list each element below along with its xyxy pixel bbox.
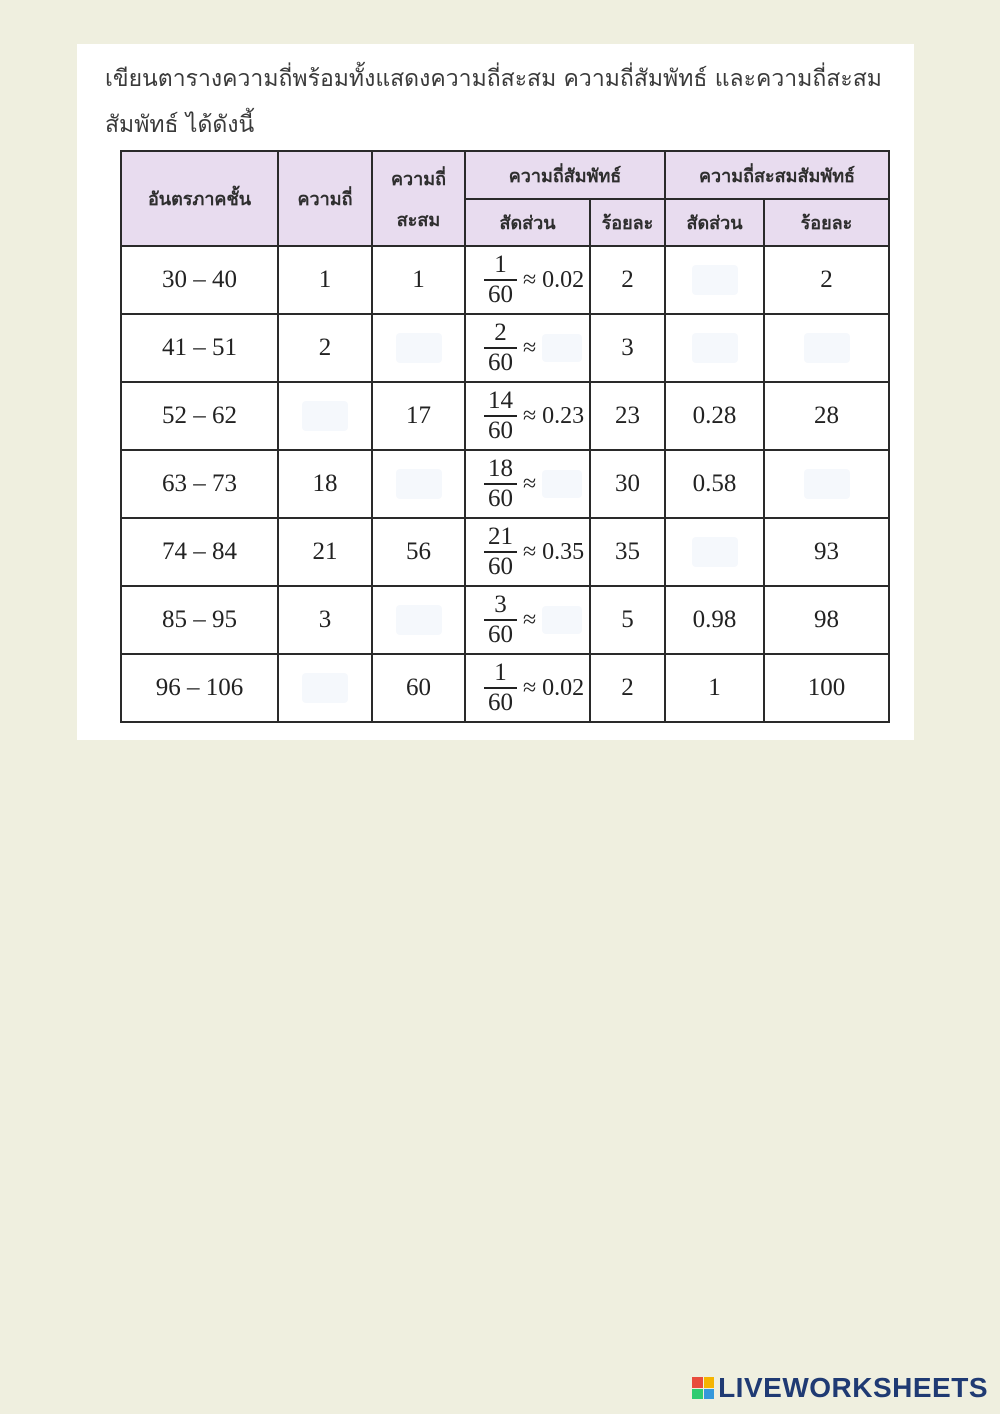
answer-blank[interactable]	[542, 470, 582, 498]
cumulative-cell: 56	[372, 518, 465, 586]
relative-ratio-cell	[465, 586, 590, 654]
approx-value: ≈	[523, 334, 537, 361]
answer-blank[interactable]	[396, 469, 442, 499]
cumulative-cell[interactable]	[372, 586, 465, 654]
relative-percent-cell: 3	[590, 314, 665, 382]
cumulative-relative-percent-cell: 93	[764, 518, 889, 586]
interval-cell: 63 – 73	[121, 450, 278, 518]
relative-ratio-cell	[465, 654, 590, 722]
fraction	[484, 251, 517, 309]
approx-value: ≈ 0.02	[523, 674, 585, 701]
frequency-cell: 2	[278, 314, 372, 382]
cumulative-relative-percent-cell: 28	[764, 382, 889, 450]
fraction-denominator: 60	[484, 619, 517, 649]
cumulative-relative-ratio-cell[interactable]	[665, 246, 764, 314]
answer-blank[interactable]	[804, 469, 850, 499]
fraction	[484, 387, 517, 445]
relative-ratio-cell	[465, 450, 590, 518]
cumulative-relative-percent-cell[interactable]	[764, 450, 889, 518]
frequency-cell[interactable]	[278, 654, 372, 722]
interval-cell: 52 – 62	[121, 382, 278, 450]
table-row	[121, 246, 889, 314]
cumulative-relative-percent-cell: 100	[764, 654, 889, 722]
interval-cell: 96 – 106	[121, 654, 278, 722]
relative-percent-cell: 23	[590, 382, 665, 450]
fraction-numerator: 2	[494, 319, 507, 346]
fraction-numerator: 21	[488, 523, 513, 550]
fraction-numerator: 3	[494, 591, 507, 618]
fraction-denominator: 60	[484, 415, 517, 445]
worksheet-page	[77, 44, 914, 740]
fraction-denominator: 60	[484, 687, 517, 717]
cumulative-relative-ratio-cell: 0.58	[665, 450, 764, 518]
fraction-numerator: 1	[494, 251, 507, 278]
interval-cell: 41 – 51	[121, 314, 278, 382]
header-cumulative-relative: ความถี่สะสมสัมพัทธ์	[665, 151, 889, 199]
cumulative-cell: 60	[372, 654, 465, 722]
answer-blank[interactable]	[542, 606, 582, 634]
table-row	[121, 654, 889, 722]
cumulative-relative-percent-cell[interactable]	[764, 314, 889, 382]
table-row	[121, 586, 889, 654]
approx-value: ≈ 0.23	[523, 402, 585, 429]
fraction	[484, 455, 517, 513]
table-body	[121, 246, 889, 722]
relative-percent-cell: 5	[590, 586, 665, 654]
answer-blank[interactable]	[396, 605, 442, 635]
answer-blank[interactable]	[302, 673, 348, 703]
approx-value: ≈	[523, 606, 537, 633]
cumulative-relative-ratio-cell[interactable]	[665, 314, 764, 382]
fraction-numerator: 1	[494, 659, 507, 686]
brand-name: LIVEWORKSHEETS	[718, 1372, 988, 1403]
liveworksheets-logo-icon	[692, 1377, 714, 1399]
frequency-cell: 1	[278, 246, 372, 314]
answer-blank[interactable]	[396, 333, 442, 363]
frequency-cell: 21	[278, 518, 372, 586]
table-row	[121, 518, 889, 586]
header-ratio-cumulative: สัดส่วน	[665, 199, 764, 246]
header-interval: อันตรภาคชั้น	[121, 151, 278, 246]
fraction	[484, 319, 517, 377]
relative-percent-cell: 30	[590, 450, 665, 518]
cumulative-cell[interactable]	[372, 314, 465, 382]
answer-blank[interactable]	[542, 334, 582, 362]
cumulative-relative-percent-cell: 98	[764, 586, 889, 654]
header-percent-cumulative: ร้อยละ	[764, 199, 889, 246]
cumulative-cell[interactable]	[372, 450, 465, 518]
relative-percent-cell: 35	[590, 518, 665, 586]
header-cumulative	[372, 151, 465, 246]
header-frequency: ความถี่	[278, 151, 372, 246]
table-row	[121, 450, 889, 518]
cumulative-relative-percent-cell: 2	[764, 246, 889, 314]
relative-ratio-cell	[465, 246, 590, 314]
fraction-denominator: 60	[484, 279, 517, 309]
cumulative-cell: 17	[372, 382, 465, 450]
liveworksheets-logo	[692, 1372, 988, 1404]
header-percent: ร้อยละ	[590, 199, 665, 246]
header-relative: ความถี่สัมพัทธ์	[465, 151, 665, 199]
approx-value: ≈ 0.02	[523, 266, 585, 293]
relative-percent-cell: 2	[590, 246, 665, 314]
answer-blank[interactable]	[692, 537, 738, 567]
table-row	[121, 382, 889, 450]
frequency-cell: 18	[278, 450, 372, 518]
cumulative-relative-ratio-cell: 1	[665, 654, 764, 722]
cumulative-relative-ratio-cell: 0.98	[665, 586, 764, 654]
fraction-numerator: 14	[488, 387, 513, 414]
answer-blank[interactable]	[302, 401, 348, 431]
relative-ratio-cell	[465, 382, 590, 450]
fraction-denominator: 60	[484, 551, 517, 581]
fraction	[484, 523, 517, 581]
fraction-denominator: 60	[484, 347, 517, 377]
fraction-denominator: 60	[484, 483, 517, 513]
interval-cell: 30 – 40	[121, 246, 278, 314]
cumulative-relative-ratio-cell: 0.28	[665, 382, 764, 450]
header-cumulative-line2: สะสม	[396, 209, 441, 231]
frequency-cell[interactable]	[278, 382, 372, 450]
relative-percent-cell: 2	[590, 654, 665, 722]
fraction	[484, 591, 517, 649]
approx-value: ≈	[523, 470, 537, 497]
table-row	[121, 314, 889, 382]
interval-cell: 74 – 84	[121, 518, 278, 586]
answer-blank[interactable]	[692, 265, 738, 295]
fraction-numerator: 18	[488, 455, 513, 482]
header-cumulative-line1: ความถี่	[390, 168, 447, 190]
answer-blank[interactable]	[692, 333, 738, 363]
relative-ratio-cell	[465, 518, 590, 586]
intro-text: เขียนตารางความถี่พร้อมทั้งแสดงความถี่สะสม ความถี่สัมพัทธ์ และความถี่สะสมสัมพัทธ์ ได้ดังนี้	[105, 66, 882, 138]
frequency-table	[120, 150, 890, 723]
header-ratio: สัดส่วน	[465, 199, 590, 246]
relative-ratio-cell	[465, 314, 590, 382]
cumulative-cell: 1	[372, 246, 465, 314]
cumulative-relative-ratio-cell[interactable]	[665, 518, 764, 586]
answer-blank[interactable]	[804, 333, 850, 363]
frequency-cell: 3	[278, 586, 372, 654]
approx-value: ≈ 0.35	[523, 538, 585, 565]
interval-cell: 85 – 95	[121, 586, 278, 654]
fraction	[484, 659, 517, 717]
